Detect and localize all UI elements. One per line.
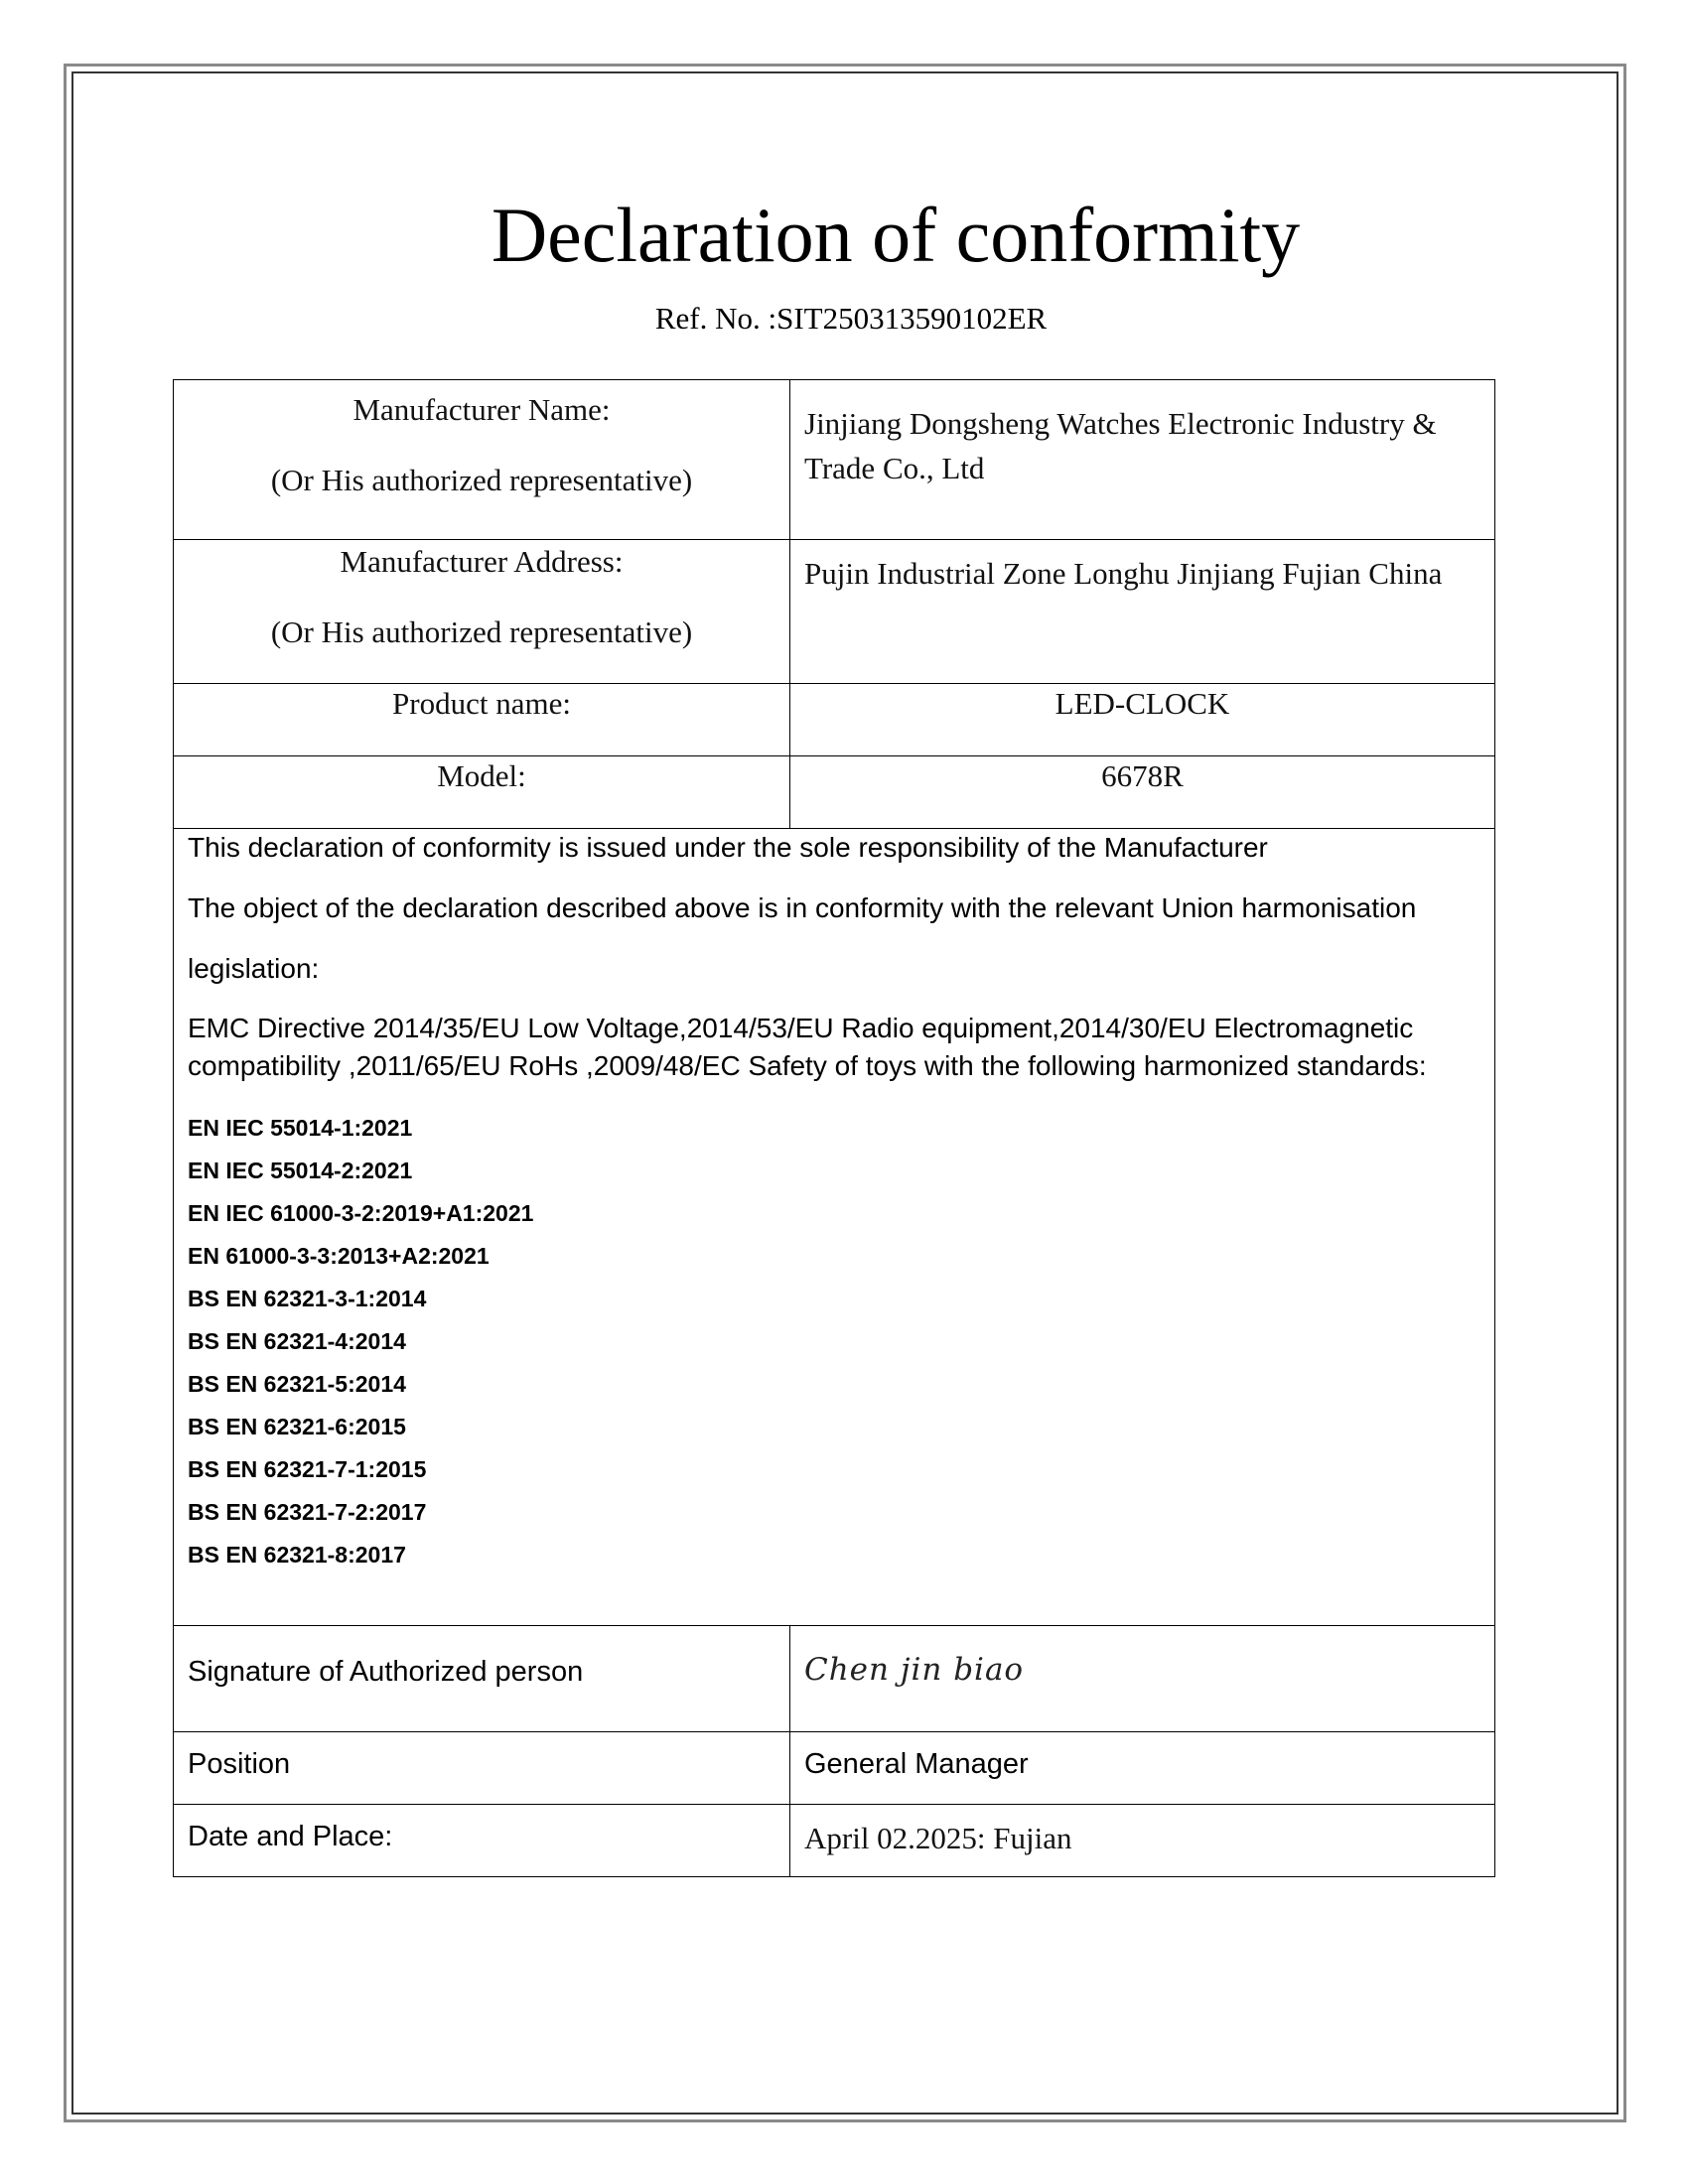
signature-row <box>174 1626 1495 1732</box>
directives-paragraph: EMC Directive 2014/35/EU Low Voltage,2014/53/EU Radio equipment,2014/30/EU Electromagnetic compatibility ,2011/65/EU RoHs ,2009/48/EC Safety of toys with the following harmonized standards: <box>188 1013 1427 1081</box>
manufacturer-address-row <box>174 540 1495 684</box>
standards-list <box>188 1107 1480 1576</box>
manufacturer-name-sublabel: (Or His authorized representative) <box>270 463 693 498</box>
position-label: Position <box>174 1732 790 1805</box>
manufacturer-name-row <box>174 380 1495 540</box>
manufacturer-name-label-cell <box>174 380 790 540</box>
signature-value-cell <box>790 1626 1495 1732</box>
model-value: 6678R <box>790 756 1495 829</box>
handwritten-signature: Chen jin biao <box>804 1652 1025 1688</box>
standard-item: BS EN 62321-5:2014 <box>188 1371 406 1397</box>
model-row <box>174 756 1495 829</box>
position-value: General Manager <box>790 1732 1495 1805</box>
declaration-line-3: legislation: <box>188 953 320 984</box>
date-place-row <box>174 1805 1495 1877</box>
manufacturer-address-label: Manufacturer Address: <box>340 544 624 579</box>
signature-label: Signature of Authorized person <box>174 1626 790 1732</box>
product-name-label: Product name: <box>174 684 790 756</box>
declaration-row <box>174 829 1495 1626</box>
manufacturer-address-label-cell <box>174 540 790 684</box>
reference-number: Ref. No. :SIT250313590102ER <box>654 301 1048 336</box>
standard-item: BS EN 62321-8:2017 <box>188 1542 406 1568</box>
standard-item: BS EN 62321-3-1:2014 <box>188 1286 427 1311</box>
declaration-cell <box>174 829 1495 1626</box>
date-place-value: April 02.2025: Fujian <box>790 1805 1495 1877</box>
date-place-label: Date and Place: <box>174 1805 790 1877</box>
standard-item: EN IEC 55014-1:2021 <box>188 1115 413 1141</box>
document-title: Declaration of conformity <box>491 192 1301 278</box>
standard-item: EN 61000-3-3:2013+A2:2021 <box>188 1243 490 1269</box>
manufacturer-address-sublabel: (Or His authorized representative) <box>270 614 693 650</box>
standard-item: BS EN 62321-6:2015 <box>188 1414 406 1439</box>
position-row <box>174 1732 1495 1805</box>
declaration-line-1: This declaration of conformity is issued under the sole responsibility of the Manufacturer <box>188 832 1268 863</box>
manufacturer-address-value: Pujin Industrial Zone Longhu Jinjiang Fujian China <box>790 540 1495 684</box>
manufacturer-name-label: Manufacturer Name: <box>352 392 611 427</box>
standard-item: BS EN 62321-7-2:2017 <box>188 1499 427 1525</box>
product-row <box>174 684 1495 756</box>
product-name-value: LED-CLOCK <box>790 684 1495 756</box>
standard-item: BS EN 62321-4:2014 <box>188 1328 406 1354</box>
model-label: Model: <box>174 756 790 829</box>
standard-item: EN IEC 61000-3-2:2019+A1:2021 <box>188 1200 534 1226</box>
standard-item: BS EN 62321-7-1:2015 <box>188 1456 427 1482</box>
declaration-table <box>173 379 1495 1877</box>
declaration-line-2: The object of the declaration described above is in conformity with the relevant Union harmonisation <box>188 892 1417 923</box>
manufacturer-name-value: Jinjiang Dongsheng Watches Electronic Industry & Trade Co., Ltd <box>790 380 1495 540</box>
standard-item: EN IEC 55014-2:2021 <box>188 1158 413 1183</box>
